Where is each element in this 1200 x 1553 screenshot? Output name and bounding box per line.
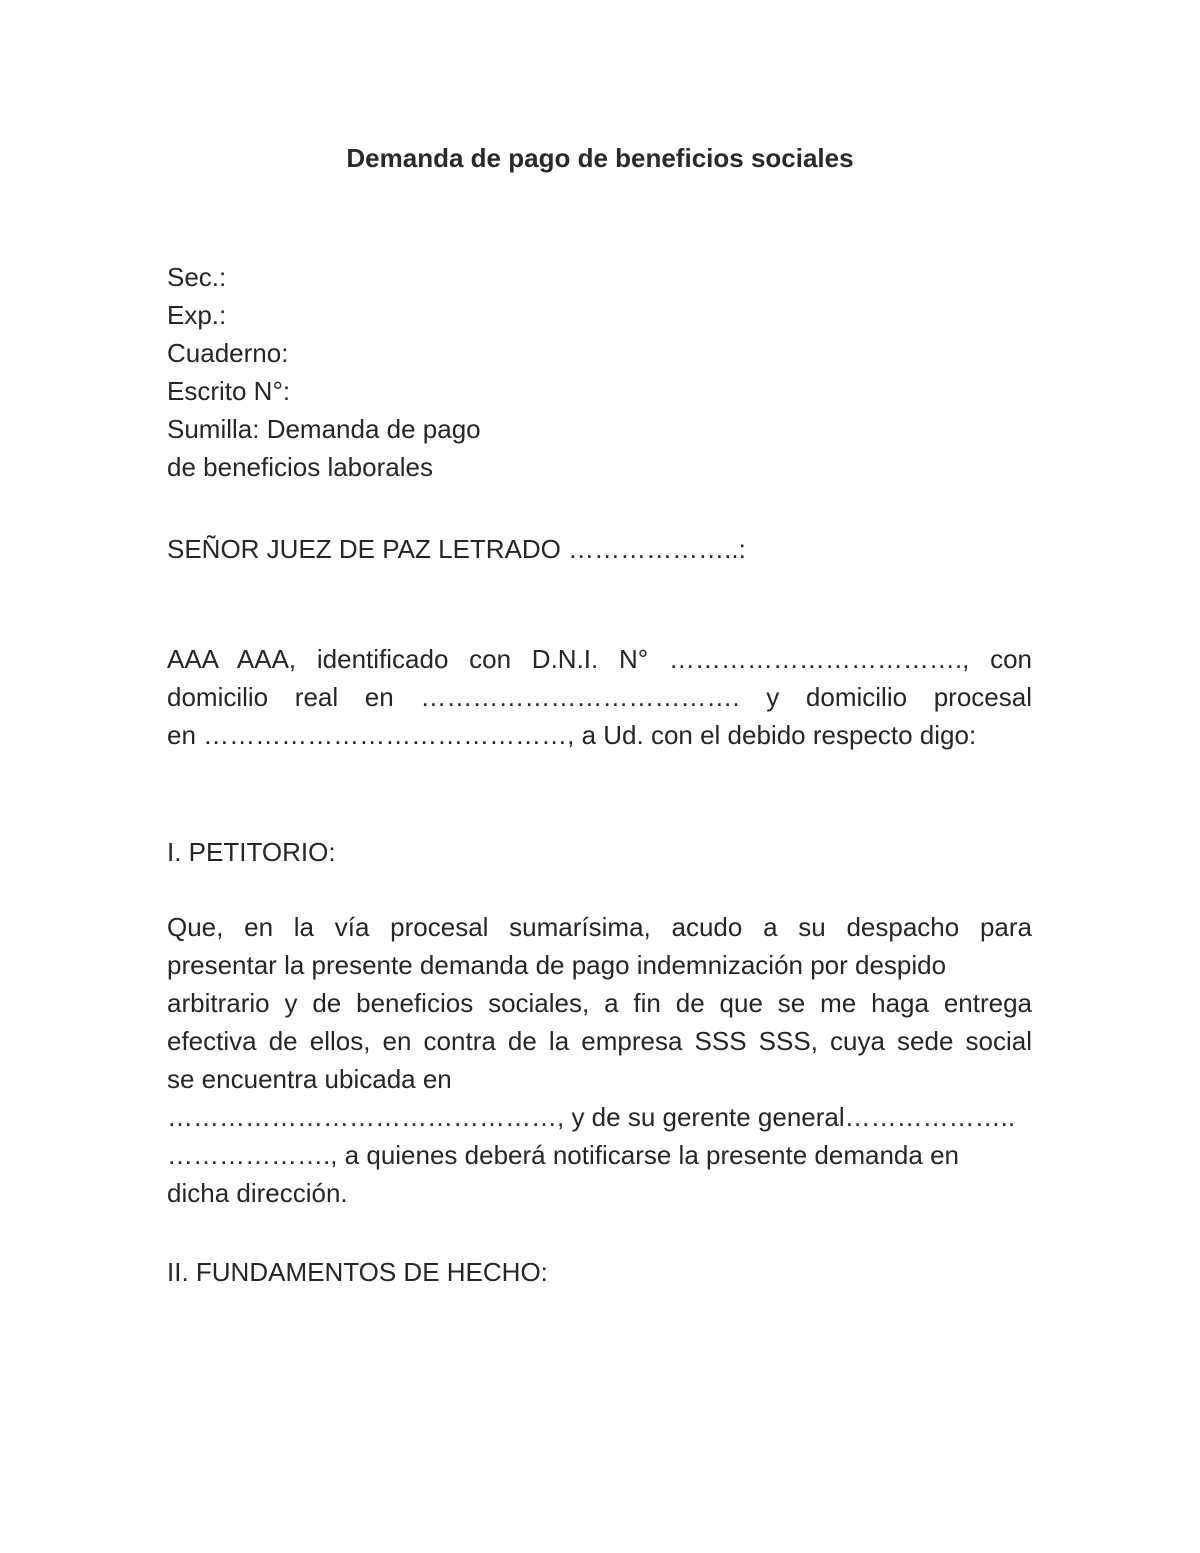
header-fields <box>167 258 1032 486</box>
cuaderno-field: Cuaderno: <box>167 338 289 368</box>
petitorio-line: se encuentra ubicada en <box>167 1064 452 1094</box>
petitorio-line: dicha dirección. <box>167 1178 348 1208</box>
intro-line: domicilio real en ………………………………. y domicilio procesal <box>167 682 1032 712</box>
petitorio-heading: I. PETITORIO: <box>167 837 336 867</box>
intro-line: AAA AAA, identificado con D.N.I. N° ……………………………., con <box>167 644 1032 674</box>
addressee <box>167 530 1032 568</box>
sumilla-line-1: Sumilla: Demanda de pago <box>167 414 481 444</box>
petitorio-line: Que, en la vía procesal sumarísima, acudo a su despacho para <box>167 912 1032 942</box>
section-1-heading <box>167 833 1032 871</box>
petitorio-line: ………………., a quienes deberá notificarse la presente demanda en <box>167 1140 959 1170</box>
petitorio-paragraph <box>167 908 1032 1212</box>
intro-line: en ……………………………………, a Ud. con el debido respecto digo: <box>167 720 977 750</box>
petitorio-line: ………………………………………, y de su gerente general……………….. <box>167 1102 1016 1132</box>
exp-field: Exp.: <box>167 300 227 330</box>
fundamentos-heading: II. FUNDAMENTOS DE HECHO: <box>167 1257 548 1287</box>
addressee-text: SEÑOR JUEZ DE PAZ LETRADO ………………..: <box>167 534 746 564</box>
petitorio-line: arbitrario y de beneficios sociales, a fin de que se me haga entrega <box>167 988 1032 1018</box>
intro-paragraph <box>167 640 1032 754</box>
escrito-field: Escrito N°: <box>167 376 291 406</box>
petitorio-line: presentar la presente demanda de pago indemnización por despido <box>167 950 947 980</box>
document-title: Demanda de pago de beneficios sociales <box>346 143 854 173</box>
sumilla-line-2: de beneficios laborales <box>167 452 433 482</box>
section-2-heading <box>167 1253 1032 1291</box>
sec-field: Sec.: <box>167 262 227 292</box>
petitorio-line: efectiva de ellos, en contra de la empresa SSS SSS, cuya sede social <box>167 1026 1032 1056</box>
